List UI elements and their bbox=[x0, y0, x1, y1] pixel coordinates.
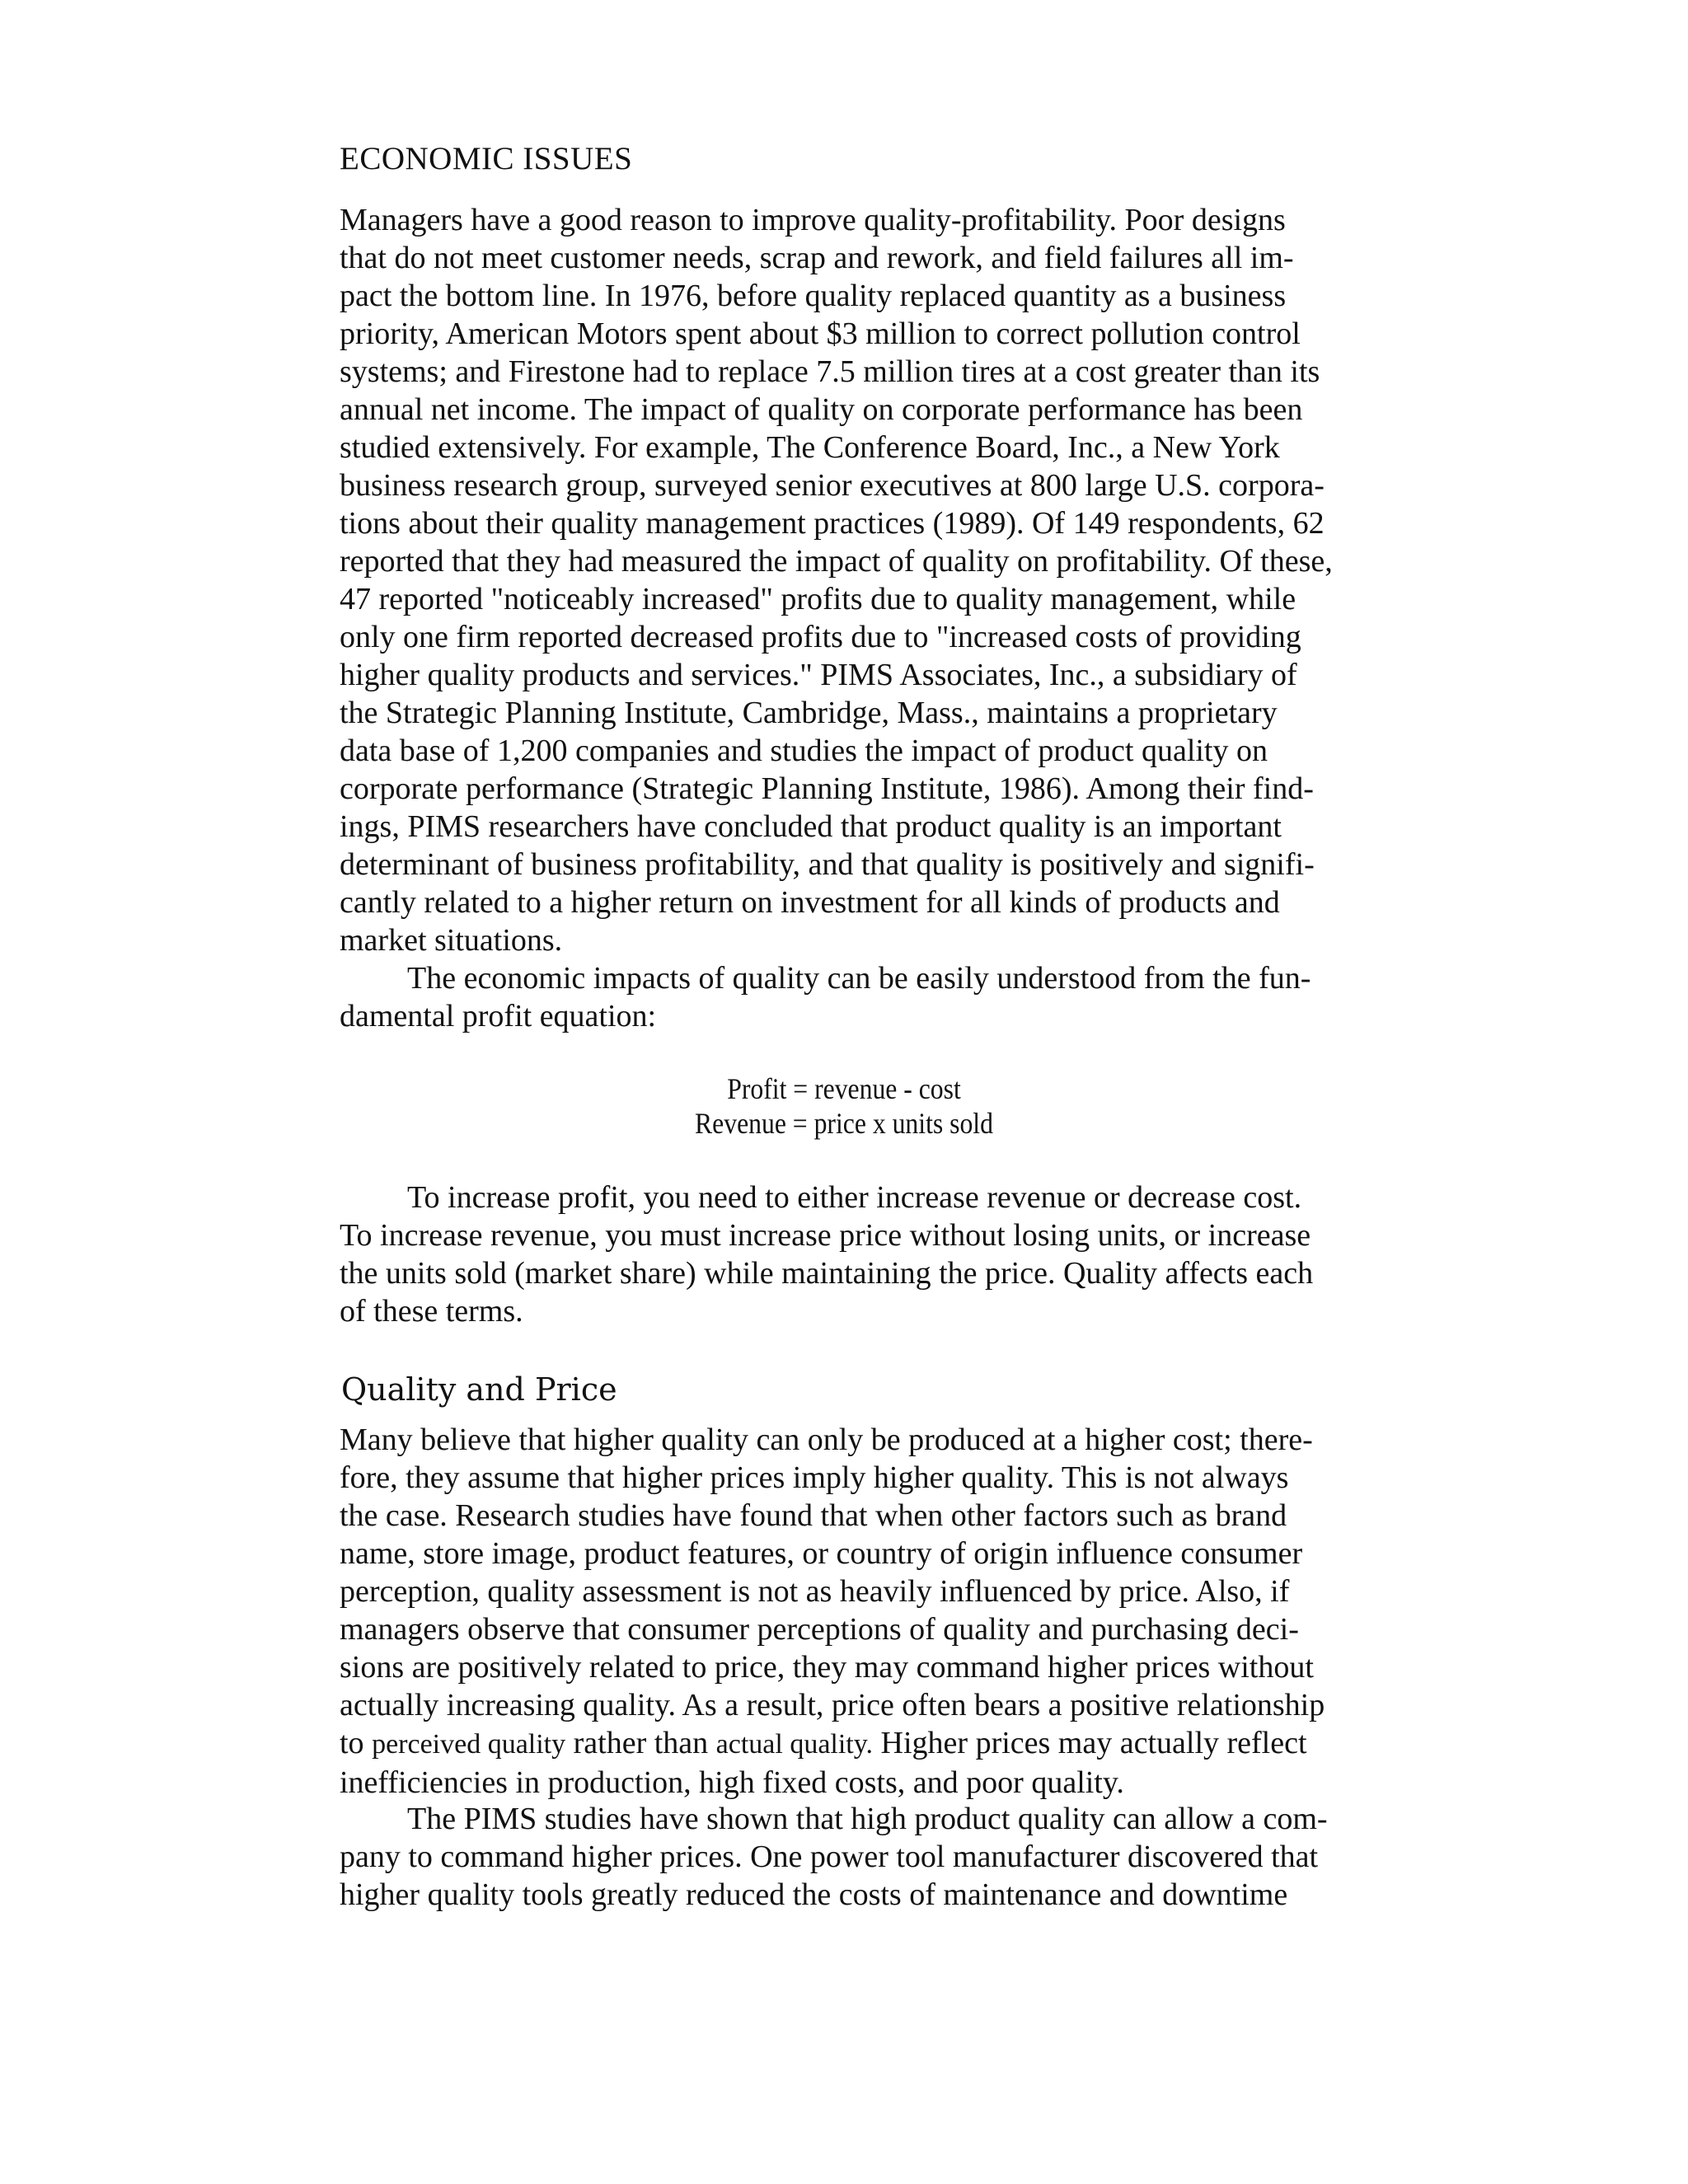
text-fragment: Higher prices may actually reflect bbox=[873, 1726, 1307, 1760]
text-line: higher quality products and services." PIMS Associates, Inc., a subsidiary of bbox=[340, 658, 1297, 692]
term-perceived-quality: perceived quality bbox=[372, 1729, 566, 1760]
text-fragment: to bbox=[340, 1726, 373, 1760]
paragraph-pims-studies bbox=[340, 1800, 1411, 1914]
text-line bbox=[340, 1724, 1411, 1764]
paragraph-profit-intro bbox=[340, 959, 1411, 1035]
text-line: annual net income. The impact of quality on corporate performance has been bbox=[340, 392, 1303, 427]
text-line: pact the bottom line. In 1976, before quality replaced quantity as a business bbox=[340, 279, 1287, 313]
equation-line-revenue: Revenue = price x units sold bbox=[695, 1107, 993, 1140]
text-line: tions about their quality management practices (1989). Of 149 respondents, 62 bbox=[340, 506, 1325, 541]
text-line: name, store image, product features, or country of origin influence consumer bbox=[340, 1536, 1303, 1571]
term-actual-quality: actual quality. bbox=[715, 1729, 874, 1760]
text-line: that do not meet customer needs, scrap and rework, and field failures all im- bbox=[340, 241, 1294, 275]
text-line: To increase revenue, you must increase price without losing units, or increase bbox=[340, 1218, 1311, 1253]
text-line: managers observe that consumer perceptions of quality and purchasing deci- bbox=[340, 1612, 1299, 1647]
text-line: priority, American Motors spent about $3 million to correct pollution control bbox=[340, 316, 1301, 351]
paragraph-economic-issues bbox=[340, 201, 1411, 959]
text-line: determinant of business profitability, and that quality is positively and signifi- bbox=[340, 847, 1315, 882]
text-line: higher quality tools greatly reduced the costs of maintenance and downtime bbox=[340, 1877, 1288, 1912]
profit-equation bbox=[101, 1071, 1587, 1141]
text-line: To increase profit, you need to either increase revenue or decrease cost. bbox=[407, 1180, 1302, 1215]
text-line: damental profit equation: bbox=[340, 999, 657, 1033]
text-line: The PIMS studies have shown that high product quality can allow a com- bbox=[407, 1802, 1328, 1836]
paragraph-increase-profit bbox=[340, 1179, 1411, 1330]
text-line: actually increasing quality. As a result, price often bears a positive relationship bbox=[340, 1688, 1325, 1722]
subsection-heading: Quality and Price bbox=[341, 1371, 617, 1408]
text-line: sions are positively related to price, they may command higher prices without bbox=[340, 1650, 1314, 1685]
text-line: business research group, surveyed senior executives at 800 large U.S. corpora- bbox=[340, 468, 1325, 503]
text-line: reported that they had measured the impact of quality on profitability. Of these, bbox=[340, 544, 1333, 579]
section-heading: ECONOMIC ISSUES bbox=[340, 141, 633, 176]
text-line: Managers have a good reason to improve quality-profitability. Poor designs bbox=[340, 203, 1286, 237]
paragraph-quality-price bbox=[340, 1421, 1411, 1802]
text-line: inefficiencies in production, high fixed costs, and poor quality. bbox=[340, 1765, 1124, 1800]
text-line: the case. Research studies have found that when other factors such as brand bbox=[340, 1498, 1287, 1533]
text-line: Many believe that higher quality can only be produced at a higher cost; there- bbox=[340, 1422, 1313, 1457]
text-line: the units sold (market share) while maintaining the price. Quality affects each bbox=[340, 1256, 1314, 1291]
text-fragment: rather than bbox=[565, 1726, 716, 1760]
text-line: data base of 1,200 companies and studies the impact of product quality on bbox=[340, 733, 1268, 768]
text-line: systems; and Firestone had to replace 7.5 million tires at a cost greater than its bbox=[340, 354, 1320, 389]
text-line: The economic impacts of quality can be easily understood from the fun- bbox=[407, 961, 1311, 996]
text-line: only one firm reported decreased profits due to "increased costs of providing bbox=[340, 620, 1301, 654]
text-line: fore, they assume that higher prices imply higher quality. This is not always bbox=[340, 1460, 1289, 1495]
text-line: corporate performance (Strategic Planning Institute, 1986). Among their find- bbox=[340, 771, 1314, 806]
text-line: 47 reported "noticeably increased" profits due to quality management, while bbox=[340, 582, 1296, 616]
text-line: studied extensively. For example, The Conference Board, Inc., a New York bbox=[340, 430, 1280, 465]
text-line: cantly related to a higher return on investment for all kinds of products and bbox=[340, 885, 1280, 920]
text-line: pany to command higher prices. One power tool manufacturer discovered that bbox=[340, 1840, 1319, 1874]
text-line: perception, quality assessment is not as heavily influenced by price. Also, if bbox=[340, 1574, 1290, 1609]
equation-line-profit: Profit = revenue - cost bbox=[727, 1072, 961, 1105]
text-line: of these terms. bbox=[340, 1294, 523, 1329]
text-line: ings, PIMS researchers have concluded that product quality is an important bbox=[340, 809, 1282, 844]
text-line: market situations. bbox=[340, 923, 563, 958]
text-line: the Strategic Planning Institute, Cambridge, Mass., maintains a proprietary bbox=[340, 696, 1278, 730]
